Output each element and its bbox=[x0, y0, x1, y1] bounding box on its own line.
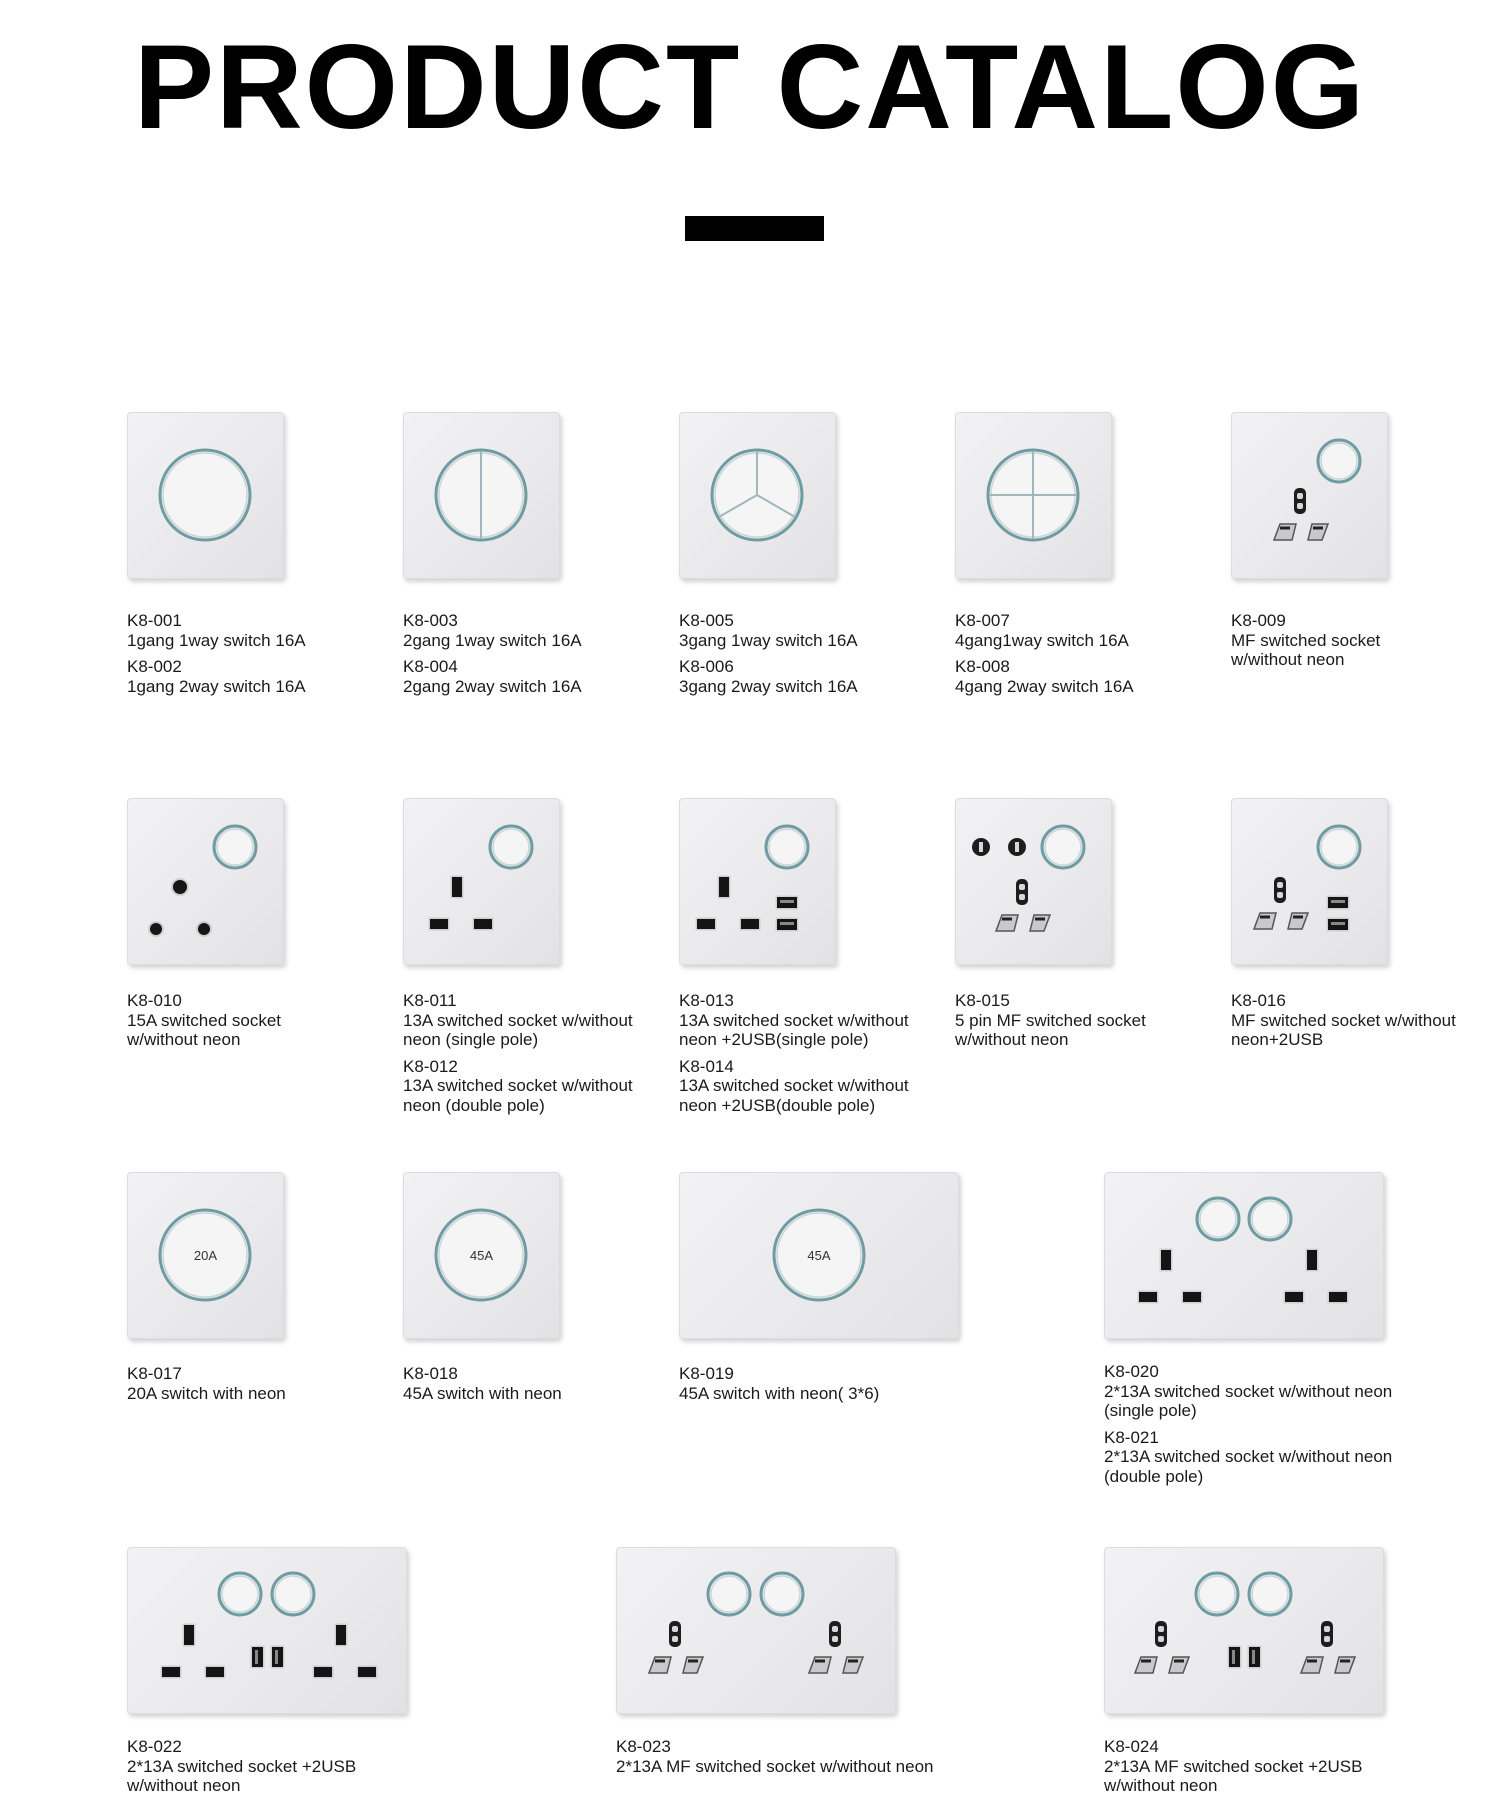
product-code: K8-007 bbox=[955, 611, 1010, 630]
product-description: 2*13A MF switched socket w/without neon bbox=[616, 1756, 934, 1776]
product-caption bbox=[616, 1737, 934, 1783]
product-description: 3gang 1way switch 16A bbox=[679, 630, 858, 650]
product-description: w/without neon bbox=[1104, 1776, 1218, 1795]
product-entry bbox=[679, 1057, 909, 1116]
product-description: w/without neon bbox=[955, 1030, 1069, 1049]
product-code: K8-017 bbox=[127, 1364, 182, 1383]
mf-socket-icon bbox=[1231, 412, 1388, 579]
product-entry bbox=[403, 1364, 562, 1403]
13a-usb-socket-icon bbox=[679, 798, 836, 965]
product-code: K8-001 bbox=[127, 611, 182, 630]
product-entry bbox=[1104, 1428, 1392, 1487]
product-code: K8-014 bbox=[679, 1056, 734, 1076]
product-entry bbox=[403, 1057, 633, 1116]
product-code: K8-004 bbox=[403, 657, 458, 676]
product-description: MF switched socket w/without bbox=[1231, 1010, 1456, 1030]
product-code: K8-012 bbox=[403, 1056, 458, 1076]
product-code: K8-024 bbox=[1104, 1737, 1159, 1756]
product-code: K8-015 bbox=[955, 991, 1010, 1010]
product-entry bbox=[955, 991, 1146, 1050]
product-description: 2*13A switched socket +2USB bbox=[127, 1756, 357, 1776]
product-caption bbox=[679, 991, 909, 1122]
product-description: 45A switch with neon( 3*6) bbox=[679, 1383, 880, 1403]
product-description: w/without neon bbox=[1231, 650, 1345, 669]
product-caption bbox=[403, 1364, 562, 1410]
product-description: w/without neon bbox=[127, 1776, 241, 1795]
product-caption bbox=[955, 991, 1146, 1057]
product-entry bbox=[127, 1364, 286, 1403]
product-description: 2gang 2way switch 16A bbox=[403, 676, 582, 696]
product-caption bbox=[1104, 1362, 1392, 1493]
page-title: PRODUCT CATALOG bbox=[133, 20, 1367, 154]
double-13a-usb-socket-icon bbox=[127, 1547, 407, 1714]
product-caption bbox=[1231, 611, 1380, 677]
product-entry bbox=[1231, 611, 1380, 670]
product-caption bbox=[679, 611, 858, 703]
product-entry bbox=[955, 611, 1134, 650]
product-description: 1gang 2way switch 16A bbox=[127, 676, 306, 696]
13a-socket-icon bbox=[403, 798, 560, 965]
product-description: 4gang 2way switch 16A bbox=[955, 676, 1134, 696]
product-entry bbox=[616, 1737, 934, 1776]
product-description: 45A switch with neon bbox=[403, 1383, 562, 1403]
product-description: 13A switched socket w/without bbox=[679, 1076, 909, 1095]
product-entry bbox=[403, 991, 633, 1050]
product-description: (single pole) bbox=[1104, 1401, 1197, 1420]
product-description: 13A switched socket w/without bbox=[679, 1010, 909, 1030]
product-caption bbox=[403, 611, 582, 703]
product-description: 13A switched socket w/without bbox=[403, 1010, 633, 1030]
product-caption bbox=[127, 991, 281, 1057]
product-description: neon +2USB(double pole) bbox=[679, 1095, 876, 1115]
product-code: K8-016 bbox=[1231, 991, 1286, 1010]
1gang-switch-icon bbox=[127, 412, 284, 579]
product-description: 5 pin MF switched socket bbox=[955, 1010, 1146, 1030]
button-label: 20A bbox=[193, 1248, 218, 1263]
product-code: K8-003 bbox=[403, 611, 458, 630]
product-caption bbox=[1231, 991, 1456, 1057]
product-entry bbox=[679, 991, 909, 1050]
product-code: K8-008 bbox=[955, 657, 1010, 676]
product-description: 2*13A switched socket w/without neon bbox=[1104, 1381, 1393, 1401]
product-entry bbox=[1104, 1737, 1362, 1796]
product-code: K8-010 bbox=[127, 991, 182, 1010]
product-description: 13A switched socket w/without bbox=[403, 1076, 633, 1095]
product-entry bbox=[127, 1737, 356, 1796]
45a-switch-icon bbox=[403, 1172, 560, 1339]
product-entry bbox=[403, 611, 582, 650]
product-description: neon +2USB(single pole) bbox=[679, 1030, 869, 1049]
button-label: 45A bbox=[469, 1248, 494, 1263]
product-description: 1gang 1way switch 16A bbox=[127, 630, 306, 650]
title-underline bbox=[685, 216, 824, 241]
product-code: K8-021 bbox=[1104, 1427, 1159, 1447]
product-entry bbox=[1231, 991, 1456, 1050]
product-code: K8-020 bbox=[1104, 1362, 1159, 1381]
3gang-switch-icon bbox=[679, 412, 836, 579]
45a-wide-switch-icon bbox=[679, 1172, 959, 1339]
2gang-switch-icon bbox=[403, 412, 560, 579]
product-entry bbox=[955, 657, 1134, 696]
product-description: 2gang 1way switch 16A bbox=[403, 630, 582, 650]
product-description: w/without neon bbox=[127, 1030, 241, 1049]
double-13a-socket-icon bbox=[1104, 1172, 1384, 1339]
product-description: 4gang1way switch 16A bbox=[955, 630, 1129, 650]
product-code: K8-011 bbox=[403, 991, 457, 1010]
double-mf-socket-icon bbox=[616, 1547, 896, 1714]
product-caption bbox=[403, 991, 633, 1122]
product-code: K8-002 bbox=[127, 657, 182, 676]
product-caption bbox=[955, 611, 1134, 703]
product-entry bbox=[679, 657, 858, 696]
product-entry bbox=[403, 657, 582, 696]
product-entry bbox=[679, 1364, 879, 1403]
product-description: 2*13A switched socket w/without neon bbox=[1104, 1447, 1393, 1466]
product-caption bbox=[1104, 1737, 1362, 1803]
product-description: (double pole) bbox=[1104, 1466, 1204, 1486]
product-code: K8-022 bbox=[127, 1737, 182, 1756]
5pin-mf-socket-icon bbox=[955, 798, 1112, 965]
product-description: neon (double pole) bbox=[403, 1095, 545, 1115]
product-caption bbox=[127, 611, 306, 703]
product-code: K8-009 bbox=[1231, 611, 1286, 630]
product-code: K8-006 bbox=[679, 657, 734, 676]
product-entry bbox=[127, 611, 306, 650]
product-entry bbox=[127, 657, 306, 696]
product-entry bbox=[679, 611, 858, 650]
button-label: 45A bbox=[807, 1248, 831, 1263]
product-description: 20A switch with neon bbox=[127, 1383, 286, 1403]
product-code: K8-019 bbox=[679, 1364, 734, 1383]
product-entry bbox=[1104, 1362, 1392, 1421]
20a-switch-icon bbox=[127, 1172, 284, 1339]
product-description: neon (single pole) bbox=[403, 1030, 539, 1049]
product-caption bbox=[679, 1364, 879, 1410]
product-description: 3gang 2way switch 16A bbox=[679, 676, 858, 696]
product-code: K8-005 bbox=[679, 611, 734, 630]
product-code: K8-018 bbox=[403, 1364, 458, 1383]
mf-usb-socket-icon bbox=[1231, 798, 1388, 965]
15a-socket-icon bbox=[127, 798, 284, 965]
product-caption bbox=[127, 1364, 286, 1410]
product-description: 15A switched socket bbox=[127, 1010, 282, 1030]
product-code: K8-023 bbox=[616, 1737, 671, 1756]
product-caption bbox=[127, 1737, 356, 1803]
product-code: K8-013 bbox=[679, 991, 734, 1010]
product-entry bbox=[127, 991, 281, 1050]
product-description: 2*13A MF switched socket +2USB bbox=[1104, 1756, 1363, 1776]
product-description: MF switched socket bbox=[1231, 630, 1381, 650]
4gang-switch-icon bbox=[955, 412, 1112, 579]
double-mf-usb-socket-icon bbox=[1104, 1547, 1384, 1714]
product-description: neon+2USB bbox=[1231, 1030, 1324, 1049]
